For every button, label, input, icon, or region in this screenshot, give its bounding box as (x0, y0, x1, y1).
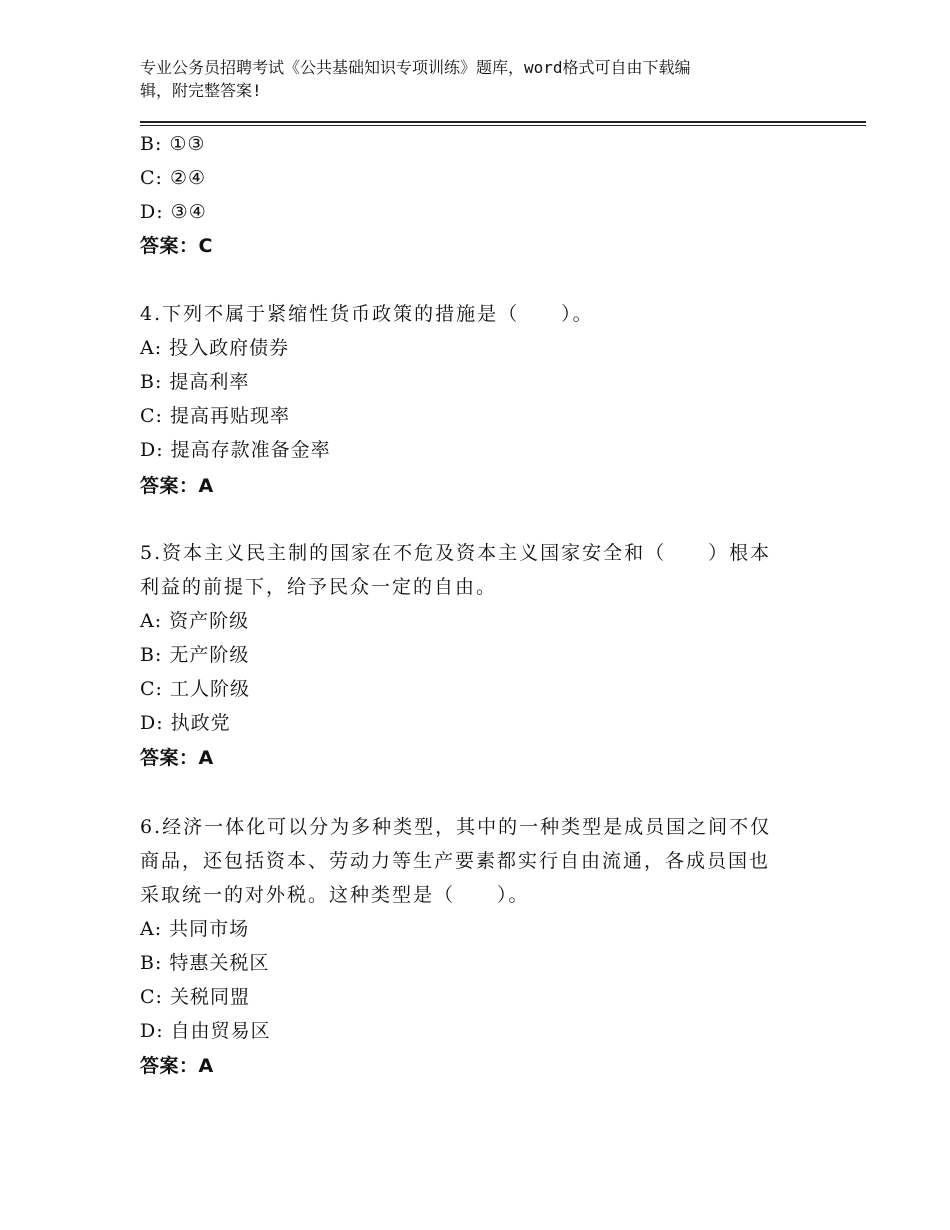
answer-line: 答案：A (140, 475, 214, 497)
answer-line: 答案：A (140, 1055, 214, 1077)
option-d: D: ③④ (140, 201, 207, 223)
question-stem: 采取统一的对外税。这种类型是（ ）。 (140, 884, 530, 906)
option-c: C: 提高再贴现率 (140, 405, 290, 427)
option-a: A: 共同市场 (140, 918, 250, 940)
option-d: D: 提高存款准备金率 (140, 439, 331, 461)
option-b: B: ①③ (140, 133, 206, 155)
question-stem: 4.下列不属于紧缩性货币政策的措施是（ ）。 (140, 303, 594, 325)
option-c: C: ②④ (140, 167, 207, 189)
answer-line: 答案：A (140, 747, 214, 769)
header-line-2: 辑，附完整答案! (140, 81, 262, 100)
question-stem: 利益的前提下，给予民众一定的自由。 (140, 576, 498, 598)
option-d: D: 执政党 (140, 712, 231, 734)
option-b: B: 提高利率 (140, 371, 250, 393)
option-a: A: 资产阶级 (140, 610, 250, 632)
question-stem: 5.资本主义民主制的国家在不危及资本主义国家安全和（ ）根本 (140, 542, 772, 564)
option-c: C: 关税同盟 (140, 986, 250, 1008)
option-d: D: 自由贸易区 (140, 1020, 271, 1042)
option-b: B: 无产阶级 (140, 644, 250, 666)
page-header (140, 56, 790, 102)
option-c: C: 工人阶级 (140, 678, 250, 700)
question-stem: 商品，还包括资本、劳动力等生产要素都实行自由流通，各成员国也 (140, 850, 771, 872)
option-a: A: 投入政府债券 (140, 337, 290, 359)
header-rule-thick (140, 121, 866, 123)
answer-line: 答案：C (140, 235, 213, 257)
question-stem: 6.经济一体化可以分为多种类型，其中的一种类型是成员国之间不仅 (140, 816, 772, 838)
header-rule-thin (140, 125, 866, 126)
header-line-1: 专业公务员招聘考试《公共基础知识专项训练》题库，word格式可自由下载编 (140, 58, 691, 77)
option-b: B: 特惠关税区 (140, 952, 270, 974)
